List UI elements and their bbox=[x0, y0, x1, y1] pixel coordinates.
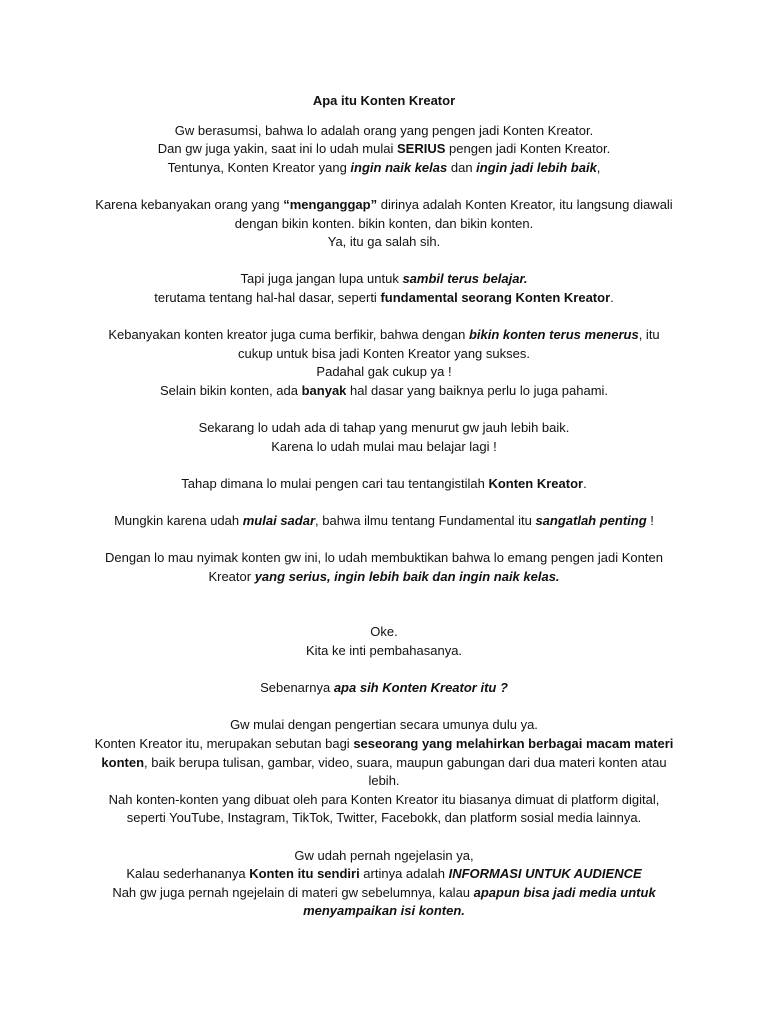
paragraph-line bbox=[90, 735, 678, 791]
paragraph-spacer bbox=[90, 661, 678, 680]
paragraph-line bbox=[90, 716, 678, 735]
text-span: , itu cukup untuk bisa jadi Konten Kreator yang sukses. bbox=[238, 327, 660, 361]
paragraph-spacer bbox=[90, 586, 678, 623]
text-span: Kalau sederhananya bbox=[126, 866, 250, 882]
bold-italic-text: bikin konten terus menerus bbox=[468, 327, 639, 343]
text-span: Dan gw juga yakin, saat ini lo udah mulai bbox=[157, 141, 397, 157]
bold-italic-text: ingin naik kelas bbox=[350, 159, 448, 175]
paragraph-line bbox=[90, 140, 678, 159]
text-span: Sekarang lo udah ada di tahap yang menurut gw jauh lebih baik. bbox=[198, 420, 570, 436]
text-span: Nah gw juga pernah ngejelain di materi gw sebelumnya, kalau bbox=[112, 884, 474, 900]
paragraph-line bbox=[90, 512, 678, 531]
paragraph-line bbox=[90, 549, 678, 586]
document-body bbox=[90, 92, 678, 921]
text-span: Gw mulai dengan pengertian secara umunya dulu ya. bbox=[230, 717, 538, 733]
bold-italic-text: mulai sadar bbox=[242, 513, 316, 529]
text-span: artinya adalah bbox=[359, 866, 449, 882]
paragraph-line bbox=[90, 884, 678, 921]
document-title: Apa itu Konten Kreator bbox=[312, 93, 456, 108]
paragraph-spacer bbox=[90, 456, 678, 475]
paragraph-line bbox=[90, 438, 678, 457]
paragraph-line bbox=[90, 270, 678, 289]
text-span: . bbox=[583, 475, 587, 491]
text-span: Karena lo udah mulai mau belajar lagi ! bbox=[271, 438, 497, 454]
text-span: dan bbox=[447, 159, 477, 175]
paragraph-line bbox=[90, 791, 678, 828]
text-span: Tahap dimana lo mulai pengen cari tau tentangistilah bbox=[181, 475, 489, 491]
text-span: Kita ke inti pembahasanya. bbox=[305, 643, 463, 659]
paragraph-spacer bbox=[90, 698, 678, 717]
bold-text: Konten itu sendiri bbox=[249, 866, 360, 882]
paragraph-spacer bbox=[90, 252, 678, 271]
text-span: Konten Kreator itu, merupakan sebutan bagi bbox=[94, 736, 354, 751]
text-span: Tapi juga jangan lupa untuk bbox=[240, 271, 403, 287]
bold-italic-text: apapun bisa jadi media untuk menyampaikan isi konten. bbox=[303, 884, 656, 919]
text-span: Oke. bbox=[370, 624, 398, 640]
text-span: Dengan lo mau nyimak konten gw ini, lo udah membuktikan bahwa lo emang pengen jadi Konten Kreator bbox=[105, 550, 663, 584]
bold-italic-text: apa sih Konten Kreator itu ? bbox=[333, 680, 508, 696]
paragraph-line bbox=[90, 475, 678, 494]
text-span: Kebanyakan konten kreator juga cuma berfikir, bahwa dengan bbox=[108, 327, 469, 343]
text-span: Padahal gak cukup ya ! bbox=[316, 364, 452, 380]
paragraph-spacer bbox=[90, 531, 678, 550]
text-span: . bbox=[610, 289, 614, 305]
paragraph-line bbox=[90, 642, 678, 661]
paragraph-line bbox=[90, 865, 678, 884]
text-span: Mungkin karena udah bbox=[114, 513, 243, 529]
paragraph-spacer bbox=[90, 401, 678, 420]
bold-italic-text: yang serius, ingin lebih baik dan ingin naik kelas. bbox=[254, 568, 560, 584]
text-span: , baik berupa tulisan, gambar, video, suara, maupun gabungan dari dua materi konten atau lebih. bbox=[144, 754, 667, 789]
text-span: , bahwa ilmu tentang Fundamental itu bbox=[315, 513, 536, 529]
text-span: , bbox=[596, 159, 601, 175]
paragraph-spacer bbox=[90, 828, 678, 847]
paragraph-line bbox=[90, 679, 678, 698]
paragraph-line bbox=[90, 419, 678, 438]
paragraph-line bbox=[90, 623, 678, 642]
text-span: Nah konten-konten yang dibuat oleh para Konten Kreator itu biasanya dimuat di platform digital, seperti YouTube, Instagram, TikTok, Twitter, Facebokk, dan platform sosial media lainnya. bbox=[108, 791, 660, 826]
paragraph-line bbox=[90, 122, 678, 141]
paragraph-line bbox=[90, 159, 678, 178]
paragraph-line bbox=[90, 847, 678, 866]
bold-text: SERIUS bbox=[397, 141, 446, 157]
paragraph-line bbox=[90, 363, 678, 382]
bold-italic-text: sangatlah penting bbox=[535, 513, 647, 529]
bold-italic-text: ingin jadi lebih baik bbox=[476, 159, 597, 175]
paragraph-spacer bbox=[90, 308, 678, 327]
text-span: Tentunya, Konten Kreator yang bbox=[167, 159, 351, 175]
text-span: Ya, itu ga salah sih. bbox=[327, 234, 441, 250]
bold-italic-text: INFORMASI UNTUK AUDIENCE bbox=[448, 866, 642, 882]
bold-italic-text: sambil terus belajar. bbox=[402, 271, 528, 287]
text-span: hal dasar yang baiknya perlu lo juga pahami. bbox=[346, 382, 609, 398]
text-span: dirinya adalah Konten Kreator, itu langsung diawali dengan bikin konten. bikin konten, dan bikin konten. bbox=[234, 196, 673, 231]
text-span: Selain bikin konten, ada bbox=[159, 382, 302, 398]
text-span: ! bbox=[646, 513, 654, 529]
text-span: pengen jadi Konten Kreator. bbox=[445, 141, 611, 157]
paragraph-line bbox=[90, 196, 678, 233]
bold-text: seseorang yang melahirkan berbagai macam materi konten bbox=[101, 736, 674, 770]
text-span: terutama tentang hal-hal dasar, seperti bbox=[154, 289, 381, 305]
text-span: Gw udah pernah ngejelasin ya, bbox=[294, 847, 474, 863]
bold-text: “menganggap” bbox=[283, 196, 378, 212]
paragraph-spacer bbox=[90, 177, 678, 196]
bold-text: fundamental seorang Konten Kreator bbox=[380, 289, 611, 305]
text-span: Karena kebanyakan orang yang bbox=[95, 196, 284, 212]
text-span: Gw berasumsi, bahwa lo adalah orang yang pengen jadi Konten Kreator. bbox=[174, 122, 594, 138]
paragraph-line bbox=[90, 289, 678, 308]
paragraph-line bbox=[90, 233, 678, 252]
paragraph-line bbox=[90, 326, 678, 363]
paragraph-spacer bbox=[90, 493, 678, 512]
bold-text: Konten Kreator bbox=[488, 475, 584, 491]
paragraph-line bbox=[90, 382, 678, 401]
text-span: Sebenarnya bbox=[260, 680, 334, 696]
bold-text: banyak bbox=[301, 382, 347, 398]
